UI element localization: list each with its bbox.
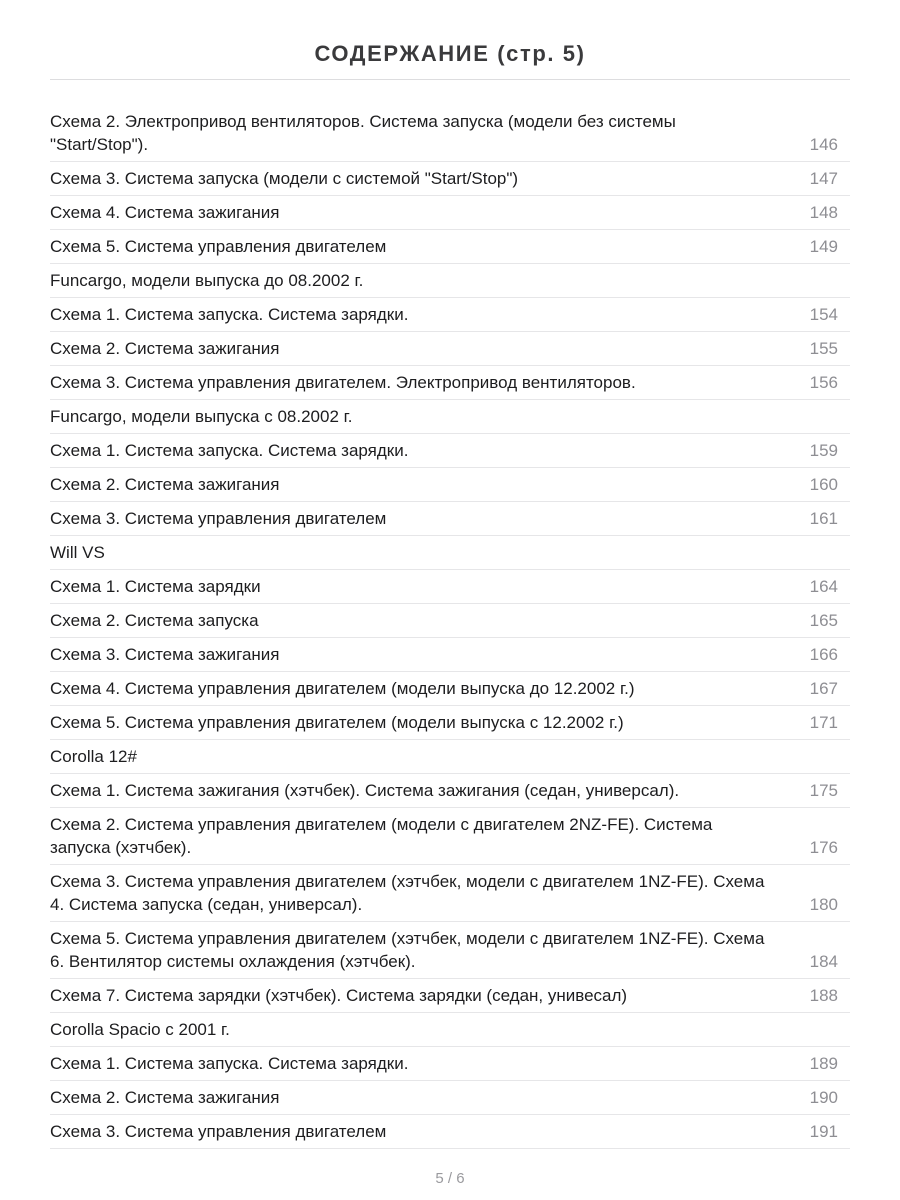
toc-row xyxy=(50,706,850,740)
toc-entry-page: 146 xyxy=(809,135,838,154)
toc-entry-page: 167 xyxy=(809,679,838,698)
toc-row xyxy=(50,808,850,865)
toc-row xyxy=(50,196,850,230)
page-content xyxy=(50,0,850,1187)
toc-entry-label: Схема 4. Система управления двигателем (модели выпуска до 12.2002 г.) xyxy=(50,679,635,698)
toc-entry-page: 149 xyxy=(809,237,838,256)
toc-entry-label: Схема 3. Система запуска (модели с системой "Start/Stop") xyxy=(50,169,519,188)
toc-row xyxy=(50,638,850,672)
page-title: СОДЕРЖАНИЕ (стр. 5) xyxy=(314,41,586,66)
toc-section-row xyxy=(50,1013,850,1047)
toc-row xyxy=(50,502,850,536)
toc-entry-label: Схема 5. Система управления двигателем (модели выпуска с 12.2002 г.) xyxy=(50,713,624,732)
toc-entry-label: Схема 2. Система зажигания xyxy=(50,1088,280,1107)
toc-row xyxy=(50,162,850,196)
toc-row xyxy=(50,865,850,922)
toc-row xyxy=(50,366,850,400)
toc-entry-label: Схема 3. Система управления двигателем xyxy=(50,509,387,528)
toc-entry-page: 154 xyxy=(809,305,838,324)
toc-entry-label: Схема 3. Система управления двигателем (хэтчбек, модели с двигателем 1NZ-FE). Схема 4. Система запуска (седан, универсал). xyxy=(50,872,765,914)
toc-row xyxy=(50,230,850,264)
toc-row xyxy=(50,1081,850,1115)
toc-entry-page: 176 xyxy=(809,838,838,857)
toc-row xyxy=(50,1115,850,1149)
toc-entry-label: Схема 2. Система управления двигателем (модели с двигателем 2NZ-FE). Система запуска (хэтчбек). xyxy=(50,815,713,857)
toc-entry-page: 180 xyxy=(809,895,838,914)
toc-entry-label: Схема 1. Система зарядки xyxy=(50,577,261,596)
page-indicator: 5 / 6 xyxy=(435,1170,465,1187)
toc-entry-label: Схема 1. Система запуска. Система зарядки. xyxy=(50,305,409,324)
toc-entry-page: 184 xyxy=(809,952,838,971)
toc-entry-page: 147 xyxy=(809,169,838,188)
toc-entry-label: Схема 3. Система управления двигателем xyxy=(50,1122,387,1141)
toc-entry-page: 160 xyxy=(809,475,838,494)
toc-entry-label: Схема 1. Система запуска. Система зарядки. xyxy=(50,1054,409,1073)
toc-entry-page: 156 xyxy=(809,373,838,392)
toc-entry-page: 148 xyxy=(809,203,838,222)
toc-row xyxy=(50,604,850,638)
toc-entry-label: Схема 2. Электропривод вентиляторов. Система запуска (модели без системы "Start/Stop"). xyxy=(50,112,676,154)
toc-entry-page: 191 xyxy=(809,1122,838,1141)
toc-entry-page: 188 xyxy=(809,986,838,1005)
toc-entry-label: Схема 2. Система запуска xyxy=(50,611,259,630)
toc-entry-label: Схема 4. Система зажигания xyxy=(50,203,280,222)
toc-entry-label: Funcargo, модели выпуска до 08.2002 г. xyxy=(50,271,364,290)
toc-entry-label: Funcargo, модели выпуска с 08.2002 г. xyxy=(50,407,353,426)
toc-row xyxy=(50,570,850,604)
toc-entry-label: Схема 2. Система зажигания xyxy=(50,475,280,494)
toc-row xyxy=(50,1047,850,1081)
toc-entry-page: 159 xyxy=(809,441,838,460)
toc-entry-label: Схема 3. Система зажигания xyxy=(50,645,280,664)
toc-entry-page: 189 xyxy=(809,1054,838,1073)
toc-entry-label: Схема 1. Система запуска. Система зарядки. xyxy=(50,441,409,460)
toc-entry-page: 161 xyxy=(809,509,838,528)
toc-row xyxy=(50,979,850,1013)
toc-row xyxy=(50,774,850,808)
toc-entry-page: 165 xyxy=(809,611,838,630)
toc-row xyxy=(50,672,850,706)
toc-entry-page: 166 xyxy=(809,645,838,664)
title-divider xyxy=(50,79,850,80)
toc-entry-page: 190 xyxy=(809,1088,838,1107)
toc-row xyxy=(50,434,850,468)
toc-row xyxy=(50,468,850,502)
toc-entry-label: Will VS xyxy=(50,543,105,562)
toc-section-row xyxy=(50,740,850,774)
toc-entry-page: 164 xyxy=(809,577,838,596)
toc-entry-label: Схема 5. Система управления двигателем xyxy=(50,237,387,256)
toc-section-row xyxy=(50,264,850,298)
toc-entry-label: Схема 1. Система зажигания (хэтчбек). Система зажигания (седан, универсал). xyxy=(50,781,680,800)
toc-entry-label: Схема 7. Система зарядки (хэтчбек). Система зарядки (седан, унивесал) xyxy=(50,986,628,1005)
toc-entry-page: 175 xyxy=(809,781,838,800)
toc-entry-label: Схема 2. Система зажигания xyxy=(50,339,280,358)
toc-entry-label: Схема 3. Система управления двигателем. Электропривод вентиляторов. xyxy=(50,373,636,392)
toc-entry-label: Corolla Spacio с 2001 г. xyxy=(50,1020,230,1039)
toc-row xyxy=(50,922,850,979)
toc-section-row xyxy=(50,400,850,434)
toc-entry-label: Corolla 12# xyxy=(50,747,137,766)
toc-entry-page: 171 xyxy=(809,713,838,732)
toc-row xyxy=(50,298,850,332)
toc-list xyxy=(50,105,850,1149)
toc-section-row xyxy=(50,536,850,570)
toc-row xyxy=(50,105,850,162)
toc-row xyxy=(50,332,850,366)
toc-entry-label: Схема 5. Система управления двигателем (хэтчбек, модели с двигателем 1NZ-FE). Схема 6. Вентилятор системы охлаждения (хэтчбек). xyxy=(50,929,765,971)
toc-entry-page: 155 xyxy=(809,339,838,358)
